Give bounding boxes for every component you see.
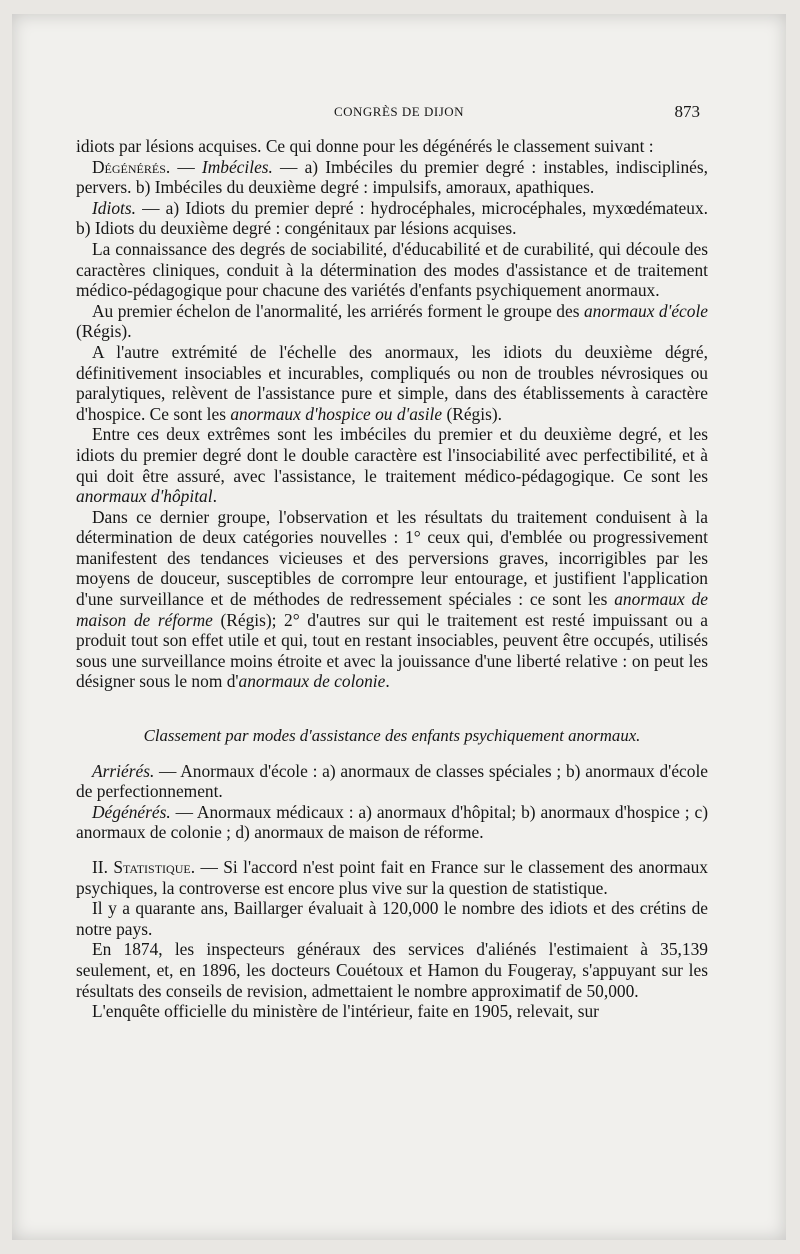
paragraph-1874: En 1874, les inspecteurs généraux des services d'aliénés l'estimaient à 35,139 seulement, et, en 1896, les docteurs Couétoux et Hamon du Fougeray, s'appuyant sur les résultats des conseils de revision, admettaient le nombre approximatif de 50,000.	[76, 939, 708, 1001]
body-text	[76, 136, 708, 1022]
italic-term: anormaux d'hospice ou d'asile	[230, 403, 443, 424]
paragraph-degeneres	[76, 157, 708, 198]
paragraph-text: Au premier échelon de l'anormalité, les arriérés forment le groupe des	[92, 300, 584, 321]
paragraph-text: Dans ce dernier groupe, l'observation et les résultats du traitement conduisent à la détermination de deux catégories nouvelles : 1° ceux qui, d'emblée ou progressivement manifestent des tendances vicieuses et des perversions graves, incorrigibles par les moyens de douceur, susceptibles de corrompre leur entourage, et justifient l'application d'une surveillance et de méthodes de redressement spéciales : ce sont les	[76, 506, 708, 610]
paragraph-text: (Régis); 2° d'autres sur qui le traitement est resté impuissant ou a produit tout son effet utile et qui, tout en restant insociables, peuvent être occupés, utilisés sous une surveillance moins étroite et avec la jouissance d'une liberté relative : on peut les désigner sous le nom d'	[76, 609, 708, 692]
running-title: CONGRÈS DE DIJON	[333, 104, 465, 119]
paragraph-text: — Anormaux d'école : a) anormaux de classes spéciales ; b) anormaux d'école de perfectionnement.	[76, 760, 708, 802]
paragraph-arrieres	[76, 761, 708, 802]
paragraph-text: A l'autre extrémité de l'échelle des anormaux, les idiots du deuxième dégré, définitivement insociables et incurables, compliqués ou non de troubles névrosiques ou paralytiques, relèvent de l'assistance pure et simple, dans des établissements à caractère d'hospice. Ce sont les	[76, 341, 708, 424]
paragraph-text: — a) Imbéciles du premier degré : instables, indisciplinés, pervers. b) Imbéciles du deuxième degré : impulsifs, amoraux, apathiques.	[76, 156, 709, 198]
paragraph-end: (Régis).	[442, 403, 502, 424]
italic-term: anormaux d'hôpital	[76, 486, 213, 507]
paragraph-end: (Régis).	[76, 321, 132, 342]
page-number: 873	[674, 102, 700, 121]
section-title: Classement par modes d'assistance des enfants psychiquement anormaux.	[143, 726, 641, 746]
paragraph-connaissance: La connaissance des degrés de sociabilité, d'éducabilité et de curabilité, qui découle des caractères cliniques, conduit à la détermination des modes d'assistance et de traitement médico-pédagogique pour chacune des variétés d'enfants psychiquement anormaux.	[76, 238, 708, 301]
paragraph-text: — Anormaux médicaux : a) anormaux d'hôpital; b) anormaux d'hospice ; c) anormaux de colonie ; d) anormaux de maison de réforme.	[76, 801, 708, 843]
paragraph-degeneres-medicaux	[76, 802, 708, 843]
paragraph-statistique	[76, 857, 708, 898]
paragraph-autre-extremite	[76, 342, 708, 424]
term-arrieres: Arriérés.	[92, 760, 155, 781]
paragraph-baillarger: Il y a quarante ans, Baillarger évaluait à 120,000 le nombre des idiots et des crétins de notre pays.	[76, 898, 708, 939]
italic-term: anormaux d'école	[583, 300, 709, 321]
paragraph-text: — Si l'accord n'est point fait en France sur le classement des anormaux psychiques, la controverse est encore plus vive sur la question de statistique.	[76, 857, 708, 898]
paragraph-text: Entre ces deux extrêmes sont les imbéciles du premier et du deuxième degré, et les idiots du premier degré dont le double caractère est l'insociabilité avec perfectibilité, et à qui doit être assuré, avec l'assistance, le traitement médico-pédagogique. Ce sont les	[76, 424, 708, 486]
paragraph-lead: Dégénérés.	[92, 156, 171, 177]
page-header	[12, 102, 786, 126]
term-degeneres: Dégénérés.	[92, 801, 171, 822]
paragraph-1: idiots par lésions acquises. Ce qui donne pour les dégénérés le classement suivant :	[76, 136, 654, 156]
paragraph-end: .	[385, 671, 390, 692]
paragraph-end: .	[212, 486, 217, 507]
paragraph-dernier-groupe	[76, 507, 708, 692]
term-imbeciles: Imbéciles.	[201, 156, 273, 177]
paragraph-text: — a) Idiots du premier depré : hydrocéphales, microcéphales, myxœdémateux. b) Idiots du deuxième degré : congénitaux par lésions acquises.	[76, 197, 708, 239]
term-idiots: Idiots.	[92, 197, 136, 218]
paragraph-enquete: L'enquête officielle du ministère de l'intérieur, faite en 1905, relevait, sur	[92, 1001, 599, 1022]
scanned-page	[12, 14, 786, 1240]
paragraph-idiots	[76, 198, 708, 239]
paragraph-premier-echelon	[76, 301, 708, 342]
paragraph-entre-extremes	[76, 424, 708, 506]
dash: —	[170, 156, 202, 177]
italic-term: anormaux de colonie	[238, 671, 386, 692]
section-heading-statistique: II. Statistique.	[92, 857, 196, 877]
italic-term: anormaux de maison de réforme	[76, 589, 708, 630]
